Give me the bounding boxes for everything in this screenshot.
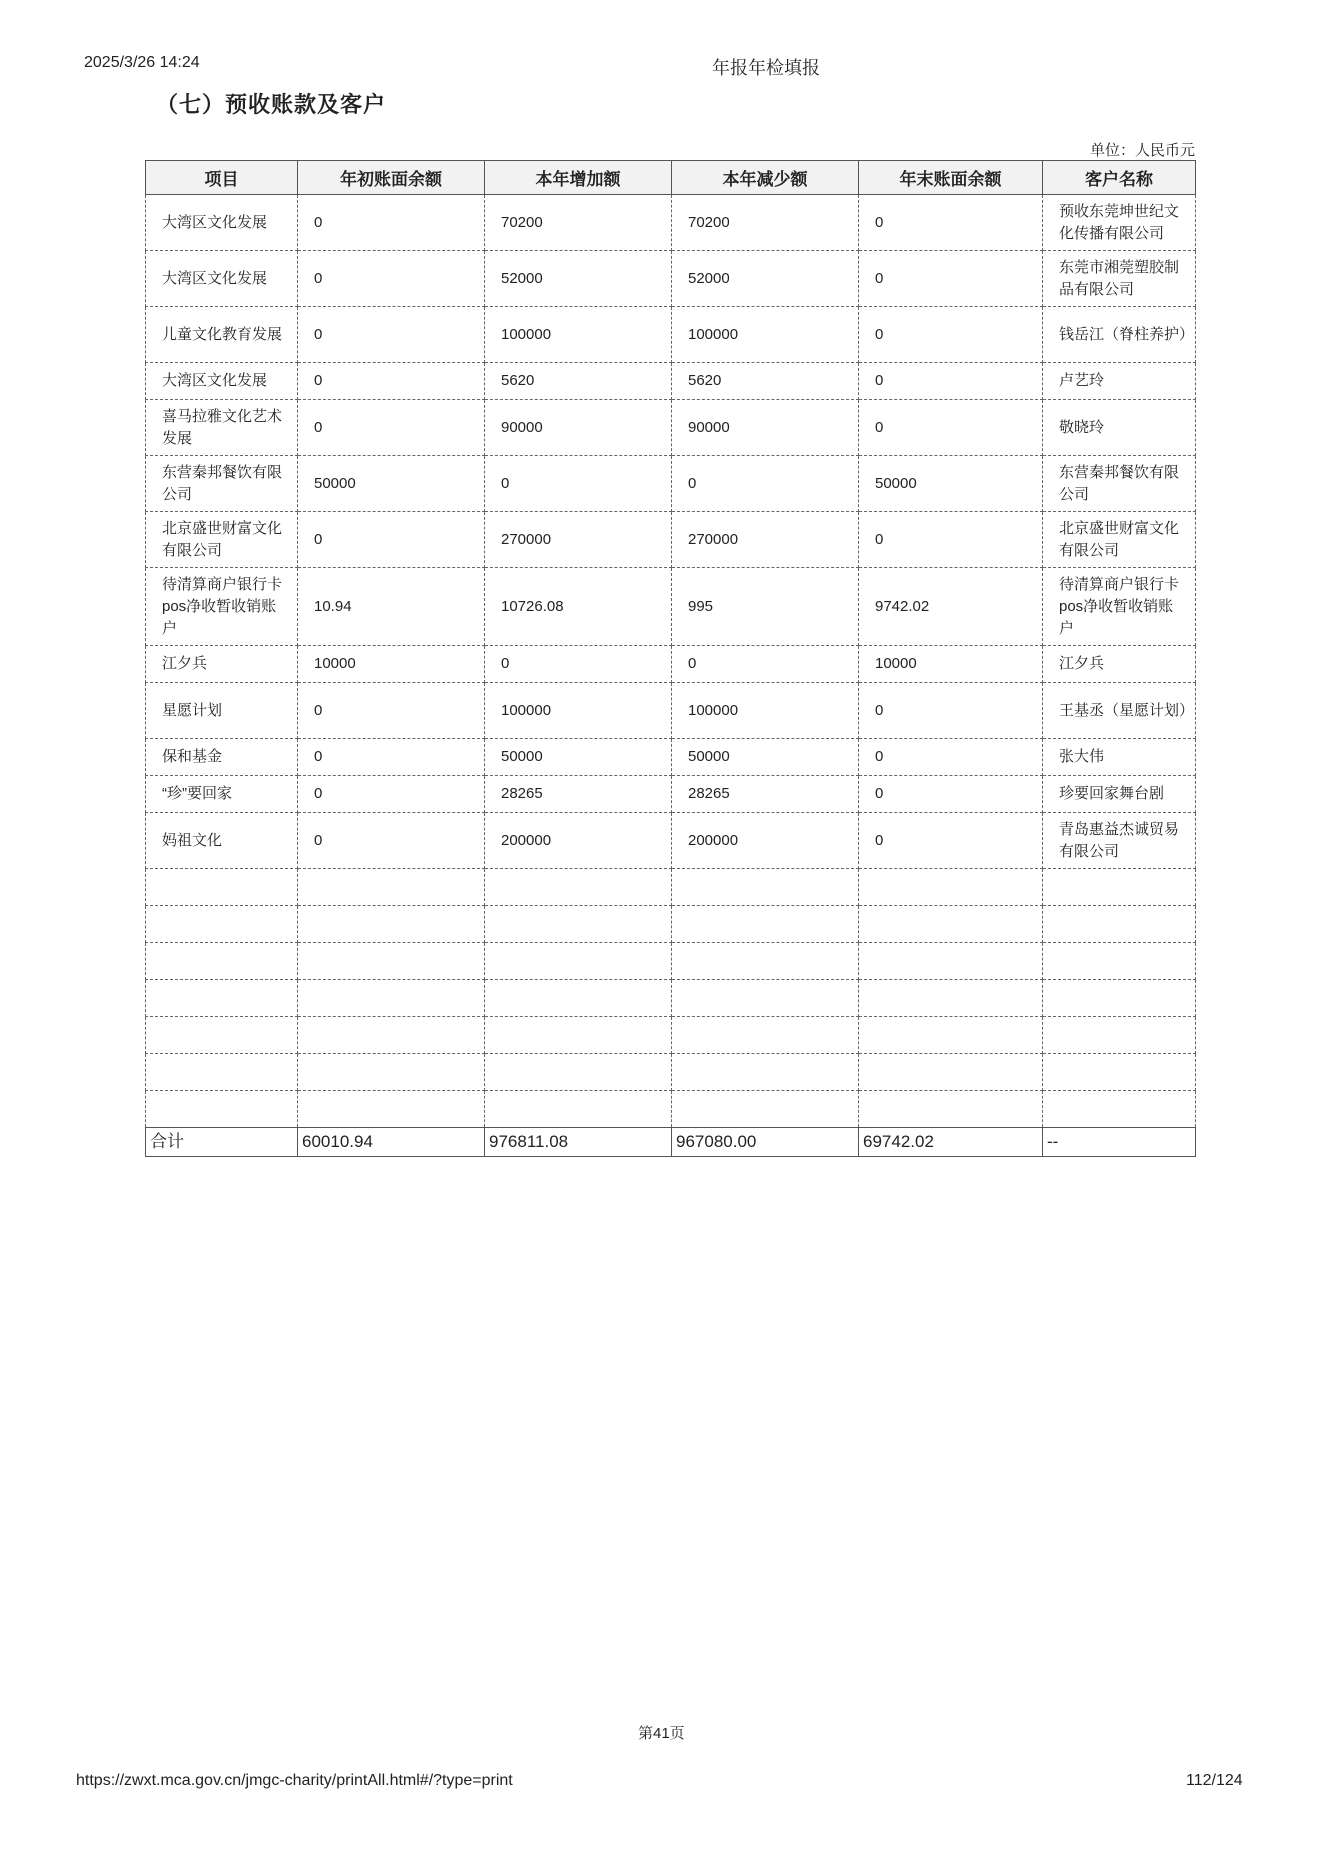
cell-closing: 0 [859, 739, 1043, 776]
page-number: 第41页 [638, 1725, 685, 1742]
cell-opening: 0 [298, 251, 485, 307]
total-customer: -- [1043, 1128, 1196, 1157]
cell-opening: 0 [298, 776, 485, 813]
advance-receipts-table [145, 160, 1196, 1157]
cell-decrease: 0 [672, 456, 859, 512]
cell-customer: 预收东莞坤世纪文化传播有限公司 [1043, 195, 1196, 251]
table-row [146, 363, 1196, 400]
cell-customer: 待清算商户银行卡pos净收暂收销账户 [1043, 568, 1196, 646]
cell-increase: 28265 [485, 776, 672, 813]
cell-item: 儿童文化教育发展 [146, 307, 298, 363]
cell-opening: 0 [298, 195, 485, 251]
cell-item: “珍”要回家 [146, 776, 298, 813]
footer-page-count: 112/124 [1186, 1772, 1243, 1789]
section-title: （七）预收账款及客户 [156, 92, 387, 117]
page-header-title: 年报年检填报 [712, 58, 820, 78]
cell-item: 妈祖文化 [146, 813, 298, 869]
cell-increase: 270000 [485, 512, 672, 568]
cell-opening: 0 [298, 739, 485, 776]
footer-url: https://zwxt.mca.gov.cn/jmgc-charity/printAll.html#/?type=print [76, 1772, 513, 1789]
cell-decrease: 100000 [672, 683, 859, 739]
cell-customer: 东莞市湘莞塑胶制品有限公司 [1043, 251, 1196, 307]
cell-decrease: 100000 [672, 307, 859, 363]
cell-decrease: 70200 [672, 195, 859, 251]
cell-customer: 卢艺玲 [1043, 363, 1196, 400]
table-row [146, 400, 1196, 456]
table-header-row [146, 161, 1196, 195]
blank-row [146, 1017, 1196, 1054]
col-header-decrease: 本年减少额 [672, 161, 859, 195]
cell-customer: 王基丞（星愿计划） [1043, 683, 1196, 739]
col-header-opening-balance: 年初账面余额 [298, 161, 485, 195]
cell-opening: 0 [298, 683, 485, 739]
cell-increase: 0 [485, 456, 672, 512]
cell-decrease: 90000 [672, 400, 859, 456]
total-closing: 69742.02 [859, 1128, 1043, 1157]
cell-customer: 张大伟 [1043, 739, 1196, 776]
cell-customer: 北京盛世财富文化有限公司 [1043, 512, 1196, 568]
cell-opening: 50000 [298, 456, 485, 512]
cell-item: 北京盛世财富文化有限公司 [146, 512, 298, 568]
col-header-customer: 客户名称 [1043, 161, 1196, 195]
cell-customer: 青岛惠益杰诚贸易有限公司 [1043, 813, 1196, 869]
cell-item: 大湾区文化发展 [146, 195, 298, 251]
cell-increase: 200000 [485, 813, 672, 869]
cell-item: 大湾区文化发展 [146, 251, 298, 307]
cell-opening: 0 [298, 400, 485, 456]
cell-closing: 0 [859, 195, 1043, 251]
cell-decrease: 0 [672, 646, 859, 683]
print-timestamp: 2025/3/26 14:24 [84, 54, 200, 71]
cell-item: 待清算商户银行卡pos净收暂收销账户 [146, 568, 298, 646]
cell-item: 江夕兵 [146, 646, 298, 683]
cell-opening: 10.94 [298, 568, 485, 646]
cell-increase: 10726.08 [485, 568, 672, 646]
blank-row [146, 1091, 1196, 1128]
blank-row [146, 980, 1196, 1017]
cell-decrease: 200000 [672, 813, 859, 869]
cell-closing: 0 [859, 363, 1043, 400]
blank-row [146, 906, 1196, 943]
cell-opening: 0 [298, 363, 485, 400]
cell-decrease: 5620 [672, 363, 859, 400]
cell-item: 星愿计划 [146, 683, 298, 739]
cell-increase: 0 [485, 646, 672, 683]
table-row [146, 739, 1196, 776]
cell-item: 喜马拉雅文化艺术发展 [146, 400, 298, 456]
table-row [146, 251, 1196, 307]
cell-increase: 5620 [485, 363, 672, 400]
table-row [146, 456, 1196, 512]
cell-closing: 0 [859, 251, 1043, 307]
cell-customer: 钱岳江（脊柱养护） [1043, 307, 1196, 363]
cell-closing: 10000 [859, 646, 1043, 683]
cell-increase: 50000 [485, 739, 672, 776]
cell-customer: 东营秦邦餐饮有限公司 [1043, 456, 1196, 512]
cell-item: 大湾区文化发展 [146, 363, 298, 400]
cell-customer: 珍要回家舞台剧 [1043, 776, 1196, 813]
table-row [146, 776, 1196, 813]
blank-row [146, 943, 1196, 980]
cell-increase: 52000 [485, 251, 672, 307]
cell-increase: 70200 [485, 195, 672, 251]
blank-row [146, 869, 1196, 906]
table-row [146, 512, 1196, 568]
cell-increase: 100000 [485, 307, 672, 363]
table-row [146, 683, 1196, 739]
cell-item: 保和基金 [146, 739, 298, 776]
cell-closing: 0 [859, 512, 1043, 568]
cell-customer: 江夕兵 [1043, 646, 1196, 683]
cell-item: 东营秦邦餐饮有限公司 [146, 456, 298, 512]
cell-opening: 10000 [298, 646, 485, 683]
table-row [146, 195, 1196, 251]
cell-closing: 9742.02 [859, 568, 1043, 646]
cell-increase: 100000 [485, 683, 672, 739]
cell-decrease: 28265 [672, 776, 859, 813]
total-decrease: 967080.00 [672, 1128, 859, 1157]
currency-unit: 单位：人民币元 [1090, 142, 1196, 159]
table-row [146, 307, 1196, 363]
cell-decrease: 50000 [672, 739, 859, 776]
col-header-increase: 本年增加额 [485, 161, 672, 195]
blank-row [146, 1054, 1196, 1091]
cell-opening: 0 [298, 813, 485, 869]
table-row [146, 646, 1196, 683]
total-opening: 60010.94 [298, 1128, 485, 1157]
cell-decrease: 52000 [672, 251, 859, 307]
table-row [146, 813, 1196, 869]
cell-closing: 0 [859, 683, 1043, 739]
cell-closing: 0 [859, 813, 1043, 869]
col-header-item: 项目 [146, 161, 298, 195]
table-row [146, 568, 1196, 646]
cell-opening: 0 [298, 307, 485, 363]
cell-closing: 0 [859, 400, 1043, 456]
cell-decrease: 270000 [672, 512, 859, 568]
cell-closing: 0 [859, 776, 1043, 813]
cell-closing: 0 [859, 307, 1043, 363]
cell-decrease: 995 [672, 568, 859, 646]
cell-opening: 0 [298, 512, 485, 568]
cell-closing: 50000 [859, 456, 1043, 512]
col-header-closing-balance: 年末账面余额 [859, 161, 1043, 195]
cell-customer: 敬晓玲 [1043, 400, 1196, 456]
cell-increase: 90000 [485, 400, 672, 456]
total-label: 合计 [146, 1128, 298, 1157]
total-increase: 976811.08 [485, 1128, 672, 1157]
total-row [146, 1128, 1196, 1157]
